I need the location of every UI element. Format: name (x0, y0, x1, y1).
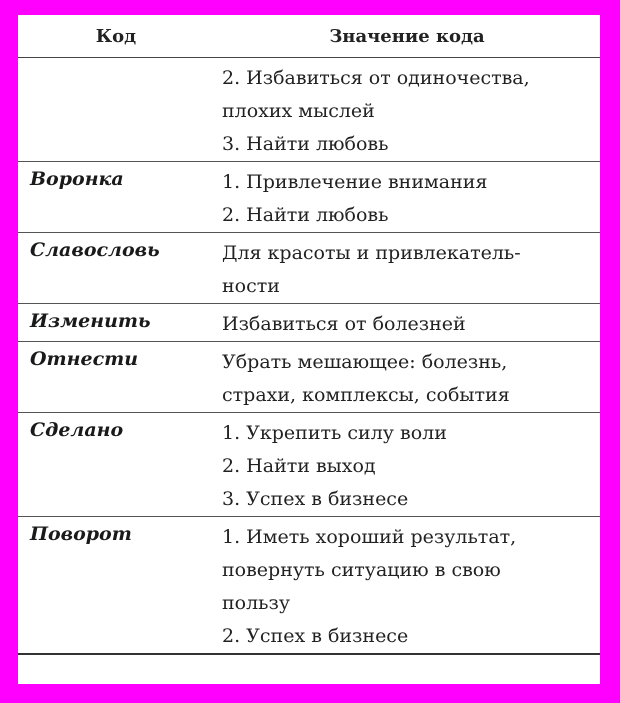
row-meaning (214, 413, 600, 517)
row-meaning (214, 162, 600, 233)
meaning-line: пользу (222, 592, 291, 614)
table-row (18, 233, 600, 304)
meaning-line: 1. Иметь хороший результат, (222, 526, 517, 548)
table-row (18, 304, 600, 342)
row-meaning (214, 58, 600, 162)
meaning-line: ности (222, 275, 280, 297)
row-meaning (214, 233, 600, 304)
meaning-line: страхи, комплексы, события (222, 384, 510, 406)
row-code: Воронка (18, 162, 214, 233)
meaning-line: 1. Привлечение внимания (222, 171, 488, 193)
table-frame (18, 15, 600, 684)
meaning-line: 2. Найти выход (222, 455, 376, 477)
meaning-line: повернуть ситуацию в свою (222, 559, 501, 581)
row-meaning (214, 517, 600, 655)
code-meaning-table (18, 15, 600, 655)
row-code: Поворот (18, 517, 214, 655)
meaning-line: Избавиться от болезней (222, 313, 466, 335)
meaning-line: 3. Найти любовь (222, 133, 389, 155)
meaning-line: 3. Успех в бизнесе (222, 488, 409, 510)
row-code: Сделано (18, 413, 214, 517)
table-row (18, 162, 600, 233)
row-meaning (214, 304, 600, 342)
meaning-line: плохих мыслей (222, 100, 375, 122)
header-code: Код (18, 15, 214, 58)
row-code: Отнести (18, 342, 214, 413)
table-row (18, 58, 600, 162)
meaning-line: Убрать мешающее: болезнь, (222, 351, 508, 373)
row-code: Славословь (18, 233, 214, 304)
table-header-row (18, 15, 600, 58)
meaning-line: 2. Успех в бизнесе (222, 625, 409, 647)
row-meaning (214, 342, 600, 413)
table-row (18, 342, 600, 413)
row-code: Изменить (18, 304, 214, 342)
table-row (18, 517, 600, 655)
meaning-line: Для красоты и привлекатель- (222, 242, 521, 264)
row-code (18, 58, 214, 162)
meaning-line: 2. Найти любовь (222, 204, 389, 226)
meaning-line: 2. Избавиться от одиночества, (222, 67, 530, 89)
table-row (18, 413, 600, 517)
header-meaning: Значение кода (214, 15, 600, 58)
meaning-line: 1. Укрепить силу воли (222, 422, 447, 444)
